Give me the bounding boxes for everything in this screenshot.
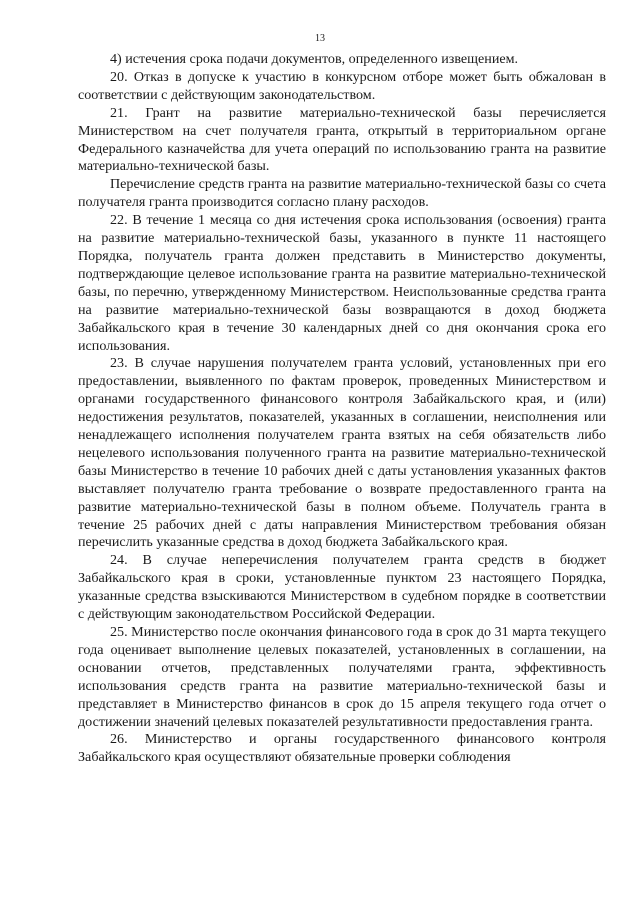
paragraph-23: 23. В случае нарушения получателем гранта условий, установленных при его предоставлении, выявленного по фактам проверок, проведенных Министерством и органами государственного финансового контроля Забайкальского края, и (или) недостижения результатов, показателей, указанных в соглашении, неисполнения или ненадлежащего исполнения получателем гранта взятых на себя обязательств либо нецелевого использования полученного гранта на развитие материально-технической базы Министерство в течение 10 рабочих дней с даты установления указанных фактов выставляет получателю гранта требование о возврате предоставленного гранта на развитие материально-технической базы в полном объеме. Получатель гранта в течение 25 рабочих дней с даты направления Министерством требования обязан перечислить указанные средства в доход бюджета Забайкальского края.	[78, 355, 606, 551]
paragraph-25: 25. Министерство после окончания финансового года в срок до 31 марта текущего года оценивает выполнение целевых показателей, установленных в соглашении, на основании отчетов, представленных получателями гранта, эффективность использования средств гранта на развитие материально-технической базы и представляет в Министерство финансов в срок до 15 апреля текущего года отчет о достижении значений целевых показателей результативности предоставления гранта.	[78, 624, 606, 730]
paragraph-20: 20. Отказ в допуске к участию в конкурсном отборе может быть обжалован в соответствии с действующим законодательством.	[78, 68, 606, 103]
paragraph-21-continuation: Перечисление средств гранта на развитие материально-технической базы со счета получателя гранта производится согласно плану расходов.	[78, 176, 606, 211]
paragraph-22: 22. В течение 1 месяца со дня истечения срока использования (освоения) гранта на развитие материально-технической базы, указанного в пункте 11 настоящего Порядка, получатель гранта должен представить в Министерство документы, подтверждающие целевое использование гранта на развитие материально-технической базы, по перечню, утвержденному Министерством. Неиспользованные средства гранта на развитие материально-технической базы возвращаются в доход бюджета Забайкальского края в течение 30 календарных дней со дня окончания срока его использования.	[78, 212, 606, 354]
paragraph-26: 26. Министерство и органы государственного финансового контроля Забайкальского края осуществляют обязательные проверки соблюдения	[78, 731, 606, 766]
paragraph-item-4: 4) истечения срока подачи документов, определенного извещением.	[110, 51, 519, 67]
document-body	[78, 51, 606, 767]
page-number: 13	[315, 33, 325, 44]
paragraph-21: 21. Грант на развитие материально-технической базы перечисляется Министерством на счет получателя гранта, открытый в территориальном органе Федерального казначейства для учета операций по использованию гранта на развитие материально-технической базы.	[78, 104, 606, 175]
paragraph-24: 24. В случае неперечисления получателем гранта средств в бюджет Забайкальского края в сроки, установленные пунктом 23 настоящего Порядка, указанные средства взыскиваются Министерством в судебном порядке в соответствии с действующим законодательством Российской Федерации.	[78, 552, 606, 623]
